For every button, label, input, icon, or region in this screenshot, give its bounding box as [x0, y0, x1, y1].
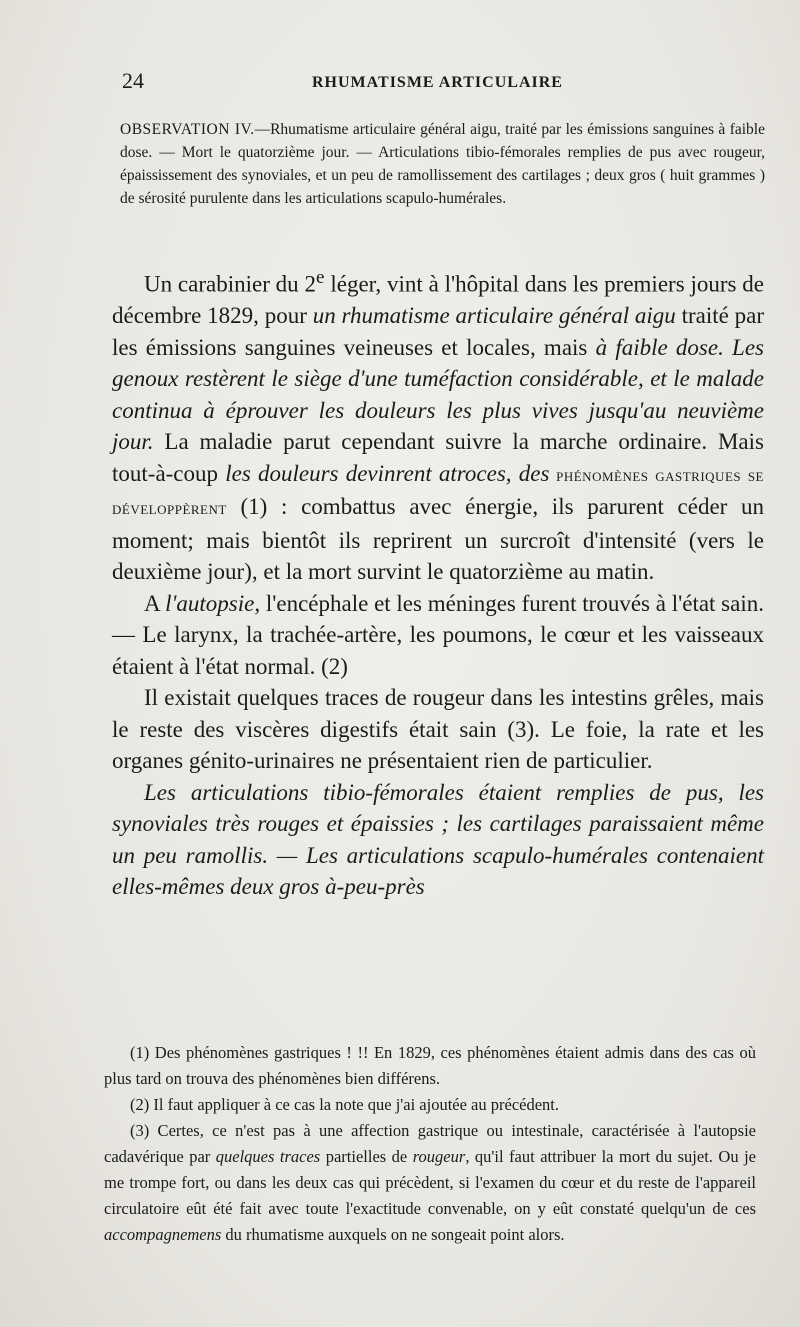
fn3-text-e: , qu'il faut attribuer la mort du sujet. Ou je me trompe fort, ou dans les deux cas qui précèdent, si l'examen du cœur et du reste de l'appareil circulatoire eût été fait avec toute l'exactitude convenable, on y eût constaté quelqu'un de ces — [104, 1147, 756, 1218]
fn3-italic-f: accompagnemens — [104, 1225, 222, 1244]
p1-smallcaps-h: phénomènes gastriques se développèrent — [112, 464, 764, 520]
paragraph-1 — [112, 262, 764, 588]
paragraph-3: Il existait quelques traces de rougeur dans les intestins grêles, mais le reste des viscères digestifs était sain (3). Le foie, la rate et les organes génito-urinaires ne présentaient rien de particulier. — [112, 685, 764, 774]
p2-text-c: l'encéphale et les méninges furent trouvés à l'état sain. — Le larynx, la trachée-artère, les poumons, le cœur et les vaisseaux étaient à l'état normal. (2) — [112, 590, 764, 679]
p1-text-i: (1) : combattus avec énergie, ils parurent céder un moment; mais bientôt ils reprirent un surcroît d'intensité (vers le deuxième jour), et la mort survint le quatorzième au matin. — [112, 494, 764, 585]
summary-text: —Rhumatisme articulaire général aigu, traité par les émissions sanguines à faible dose. — Mort le quatorzième jour. — Articulations tibio-fémorales remplies de pus avec rougeur, épaississement des synoviales, et un peu de ramollissement des cartilages ; deux gros ( huit grammes ) de sérosité purulente dans les articulations scapulo-humérales. — [120, 121, 765, 207]
footnote-2: (2) Il faut appliquer à ce cas la note que j'ai ajoutée au précédent. — [130, 1095, 560, 1114]
fn3-text-g: du rhumatisme auxquels on ne songeait point alors. — [221, 1225, 565, 1244]
p4-italic: Les articulations tibio-fémorales étaient remplies de pus, les synoviales très rouges et épaissies ; les cartilages paraissaient même un peu ramollis. — Les articulations scapulo-humérales contenaient elles-mêmes deux gros à-peu-près — [112, 779, 764, 900]
page-number: 24 — [122, 68, 144, 93]
p1-superscript: e — [316, 267, 325, 288]
p1-text-f: La maladie parut cependant suivre la marche ordinaire. Mais tout-à-coup — [112, 429, 764, 486]
body-text — [112, 262, 764, 903]
p1-text-b: léger, vint à l'hôpital dans les premiers jours de décembre 1829, pour — [112, 271, 764, 329]
p1-italic-e: à faible dose. Les genoux restèrent le siège d'une tuméfaction considérable, et le malade continua à éprouver les douleurs les plus vives jusqu'au neuvième jour. — [112, 334, 764, 455]
p1-text-d: traité par les émissions sanguines veineuses et locales, mais — [112, 303, 764, 360]
paragraph-4 — [112, 777, 764, 903]
p1-italic-g: les douleurs devinrent atroces, des — [225, 460, 550, 486]
running-head: RHUMATISME ARTICULAIRE — [312, 74, 563, 91]
footnote-3 — [104, 1118, 756, 1248]
fn3-text-c: partielles de — [320, 1147, 413, 1166]
observation-title: OBSERVATION IV. — [120, 121, 255, 138]
fn3-text-a: (3) Certes, ce n'est pas à une affection gastrique ou intestinale, caractérisée à l'autopsie cadavérique par — [104, 1121, 756, 1166]
p1-italic-c: un rhumatisme articulaire général aigu — [312, 303, 676, 329]
footnote-1: (1) Des phénomènes gastriques ! !! En 1829, ces phénomènes étaient admis dans des cas où plus tard on trouva des phénomènes bien différens. — [104, 1043, 756, 1088]
p1-text-a: Un carabinier du 2 — [144, 271, 317, 297]
p2-text-a: A — [144, 590, 166, 616]
fn3-italic-b: quelques traces — [215, 1147, 321, 1166]
fn3-italic-d: rougeur — [412, 1147, 466, 1166]
observation-summary — [120, 118, 765, 210]
p2-italic-b: l'autopsie, — [165, 590, 261, 616]
footnotes — [104, 1040, 756, 1248]
page-header — [0, 68, 800, 98]
paragraph-2 — [112, 588, 764, 683]
